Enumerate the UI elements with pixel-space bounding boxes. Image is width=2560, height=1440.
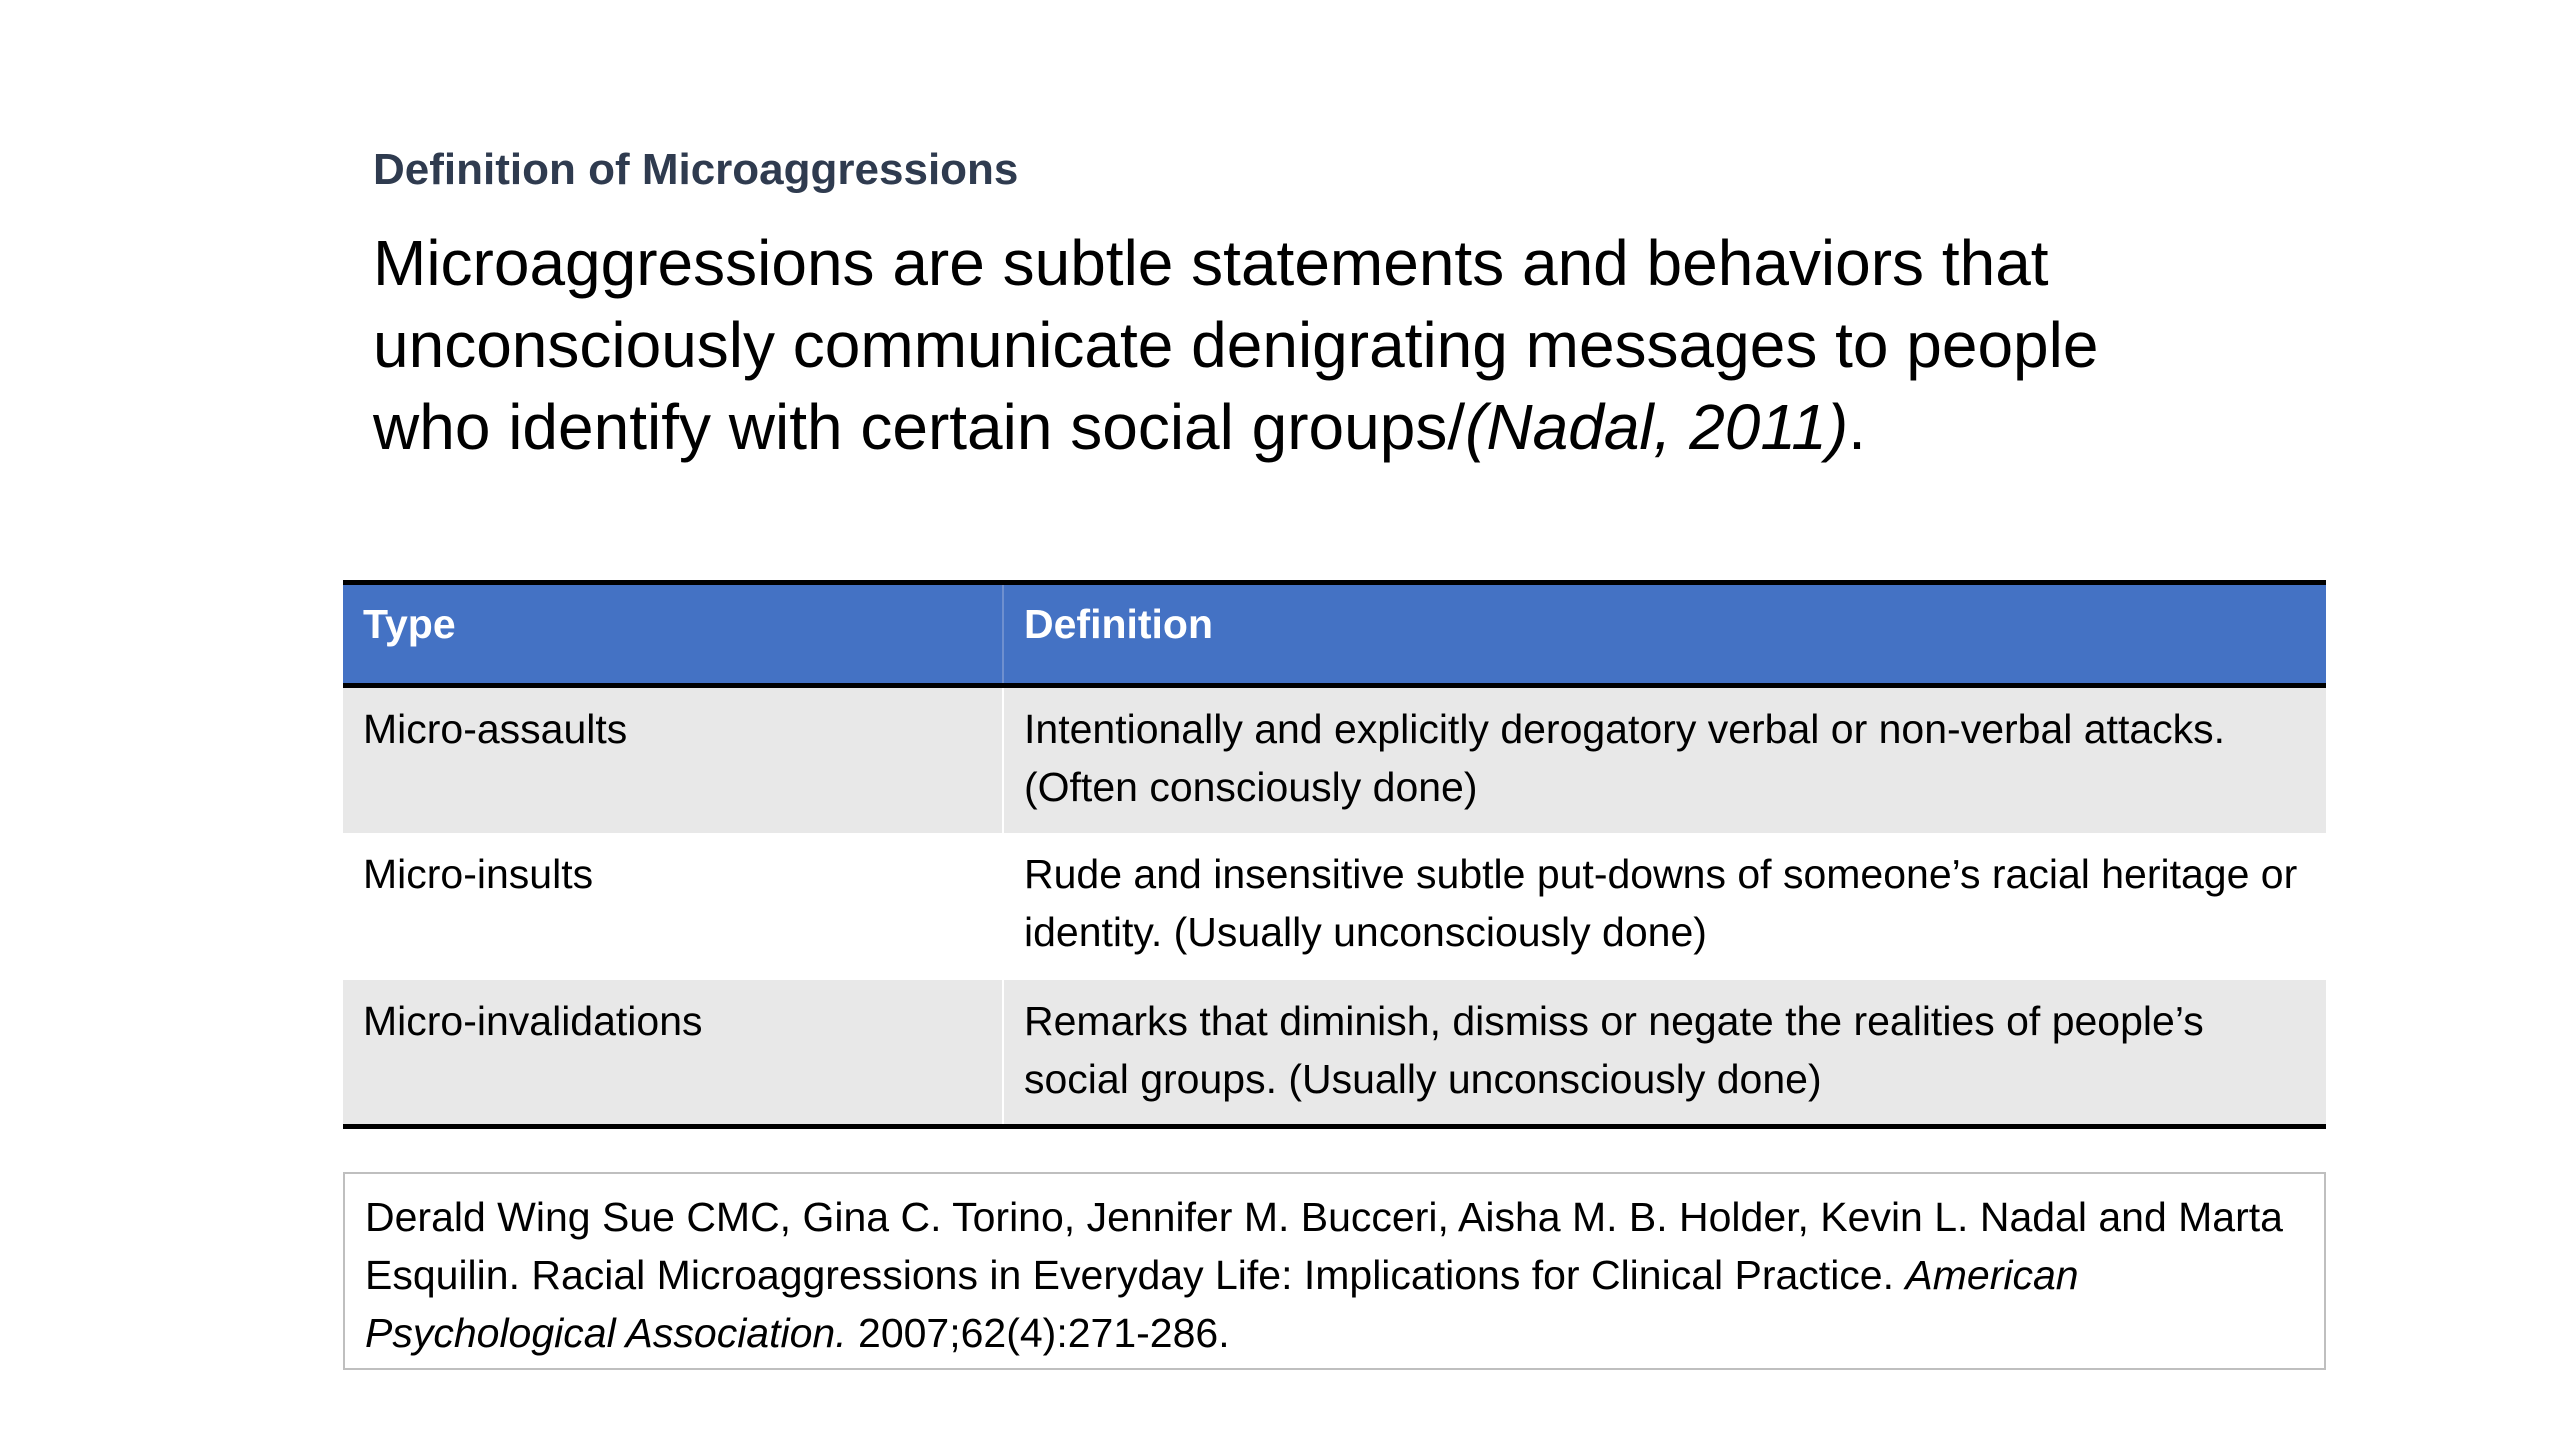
row-definition: Intentionally and explicitly derogatory verbal or non-verbal attacks. (Often consciously done) xyxy=(1003,686,2326,833)
reference-details: 2007;62(4):271-286. xyxy=(846,1310,1230,1356)
row-type: Micro-invalidations xyxy=(343,980,1003,1127)
lead-text: Microaggressions are subtle statements and behaviors that unconsciously communicate denigrating messages to people who identify with certain social groups/ xyxy=(373,227,2099,463)
definitions-table-container xyxy=(343,580,2326,1129)
section-title: Definition of Microaggressions xyxy=(373,145,1019,194)
definitions-table xyxy=(343,580,2326,1129)
header-type: Type xyxy=(343,583,1003,686)
lead-citation: (Nadal, 2011) xyxy=(1465,391,1849,463)
lead-end: . xyxy=(1848,391,1866,463)
header-definition: Definition xyxy=(1003,583,2326,686)
table-header-row xyxy=(343,583,2326,686)
table-row xyxy=(343,980,2326,1127)
reference-citation xyxy=(343,1172,2326,1370)
row-type: Micro-assaults xyxy=(343,686,1003,833)
row-definition: Remarks that diminish, dismiss or negate the realities of people’s social groups. (Usually unconsciously done) xyxy=(1003,980,2326,1127)
row-type: Micro-insults xyxy=(343,833,1003,980)
row-definition: Rude and insensitive subtle put-downs of someone’s racial heritage or identity. (Usually unconsciously done) xyxy=(1003,833,2326,980)
lead-statement xyxy=(373,222,2193,468)
reference-journal: American Psychological Association. xyxy=(365,1252,2079,1356)
table-row xyxy=(343,833,2326,980)
table-row xyxy=(343,686,2326,833)
reference-text: Derald Wing Sue CMC, Gina C. Torino, Jennifer M. Bucceri, Aisha M. B. Holder, Kevin L. Nadal and Marta Esquilin. Racial Microaggressions in Everyday Life: Implications for Clinical Practice. xyxy=(365,1194,2283,1298)
